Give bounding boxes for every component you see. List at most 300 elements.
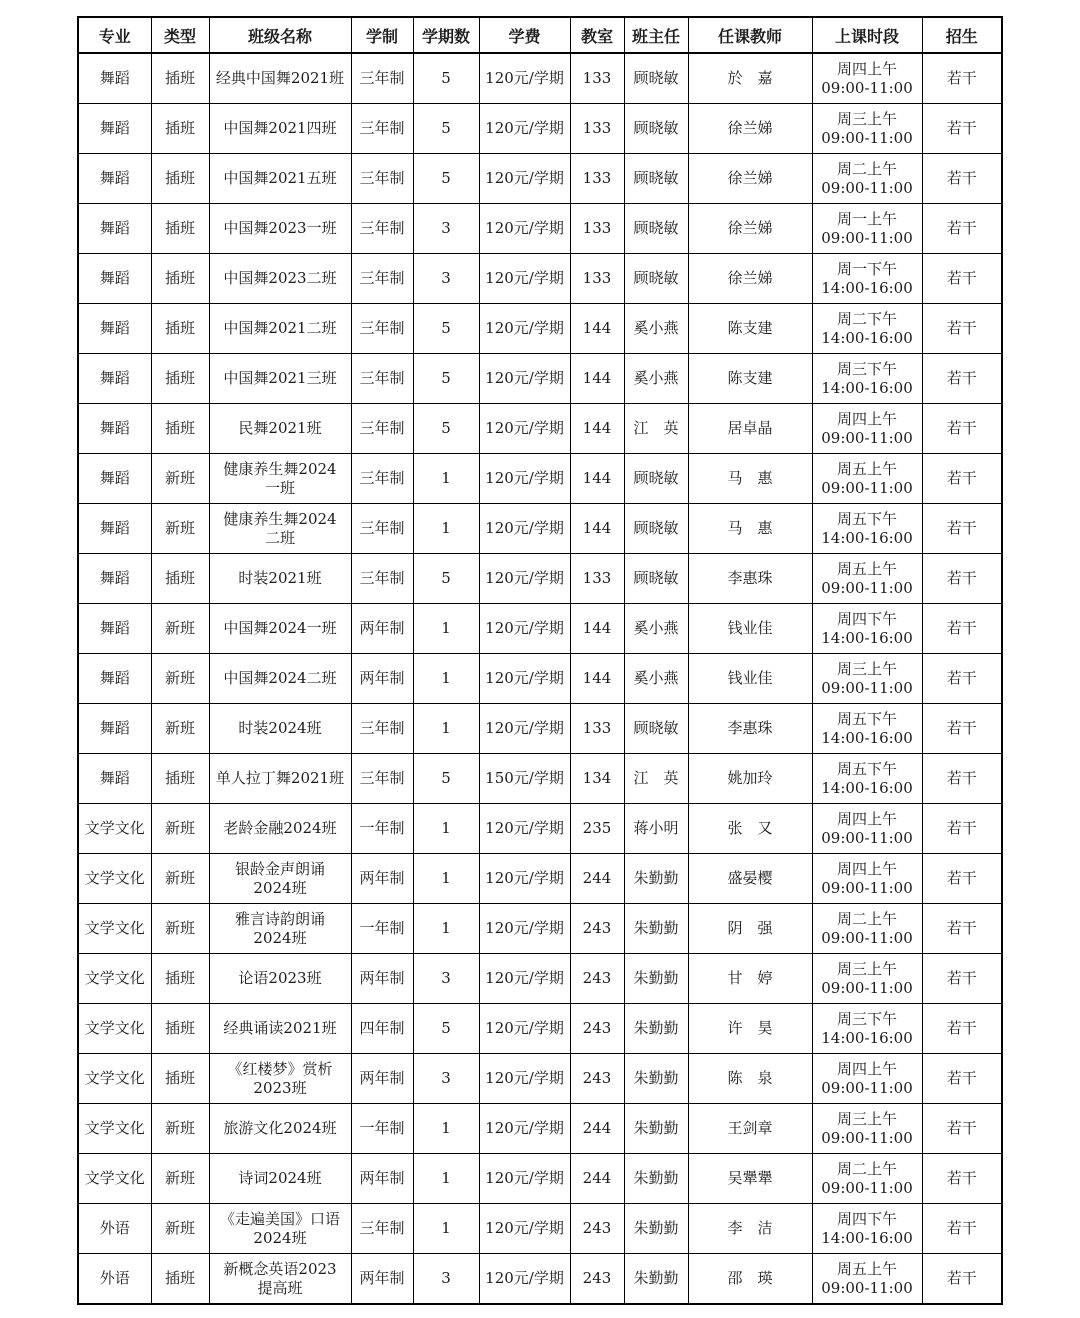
- head-teacher-cell: 顾晓敏: [624, 704, 688, 754]
- table-row: [78, 1204, 1002, 1254]
- instructor-cell: 许 昊: [688, 1004, 812, 1054]
- semesters-cell: 1: [413, 854, 479, 904]
- head-teacher-cell: 顾晓敏: [624, 254, 688, 304]
- type-cell: 插班: [151, 304, 209, 354]
- program-length-cell: 三年制: [351, 354, 413, 404]
- type-cell: 新班: [151, 1104, 209, 1154]
- major-cell: 舞蹈: [78, 404, 151, 454]
- program-length-cell: 三年制: [351, 1204, 413, 1254]
- table-row: [78, 1054, 1002, 1104]
- class-name-cell: 经典中国舞2021班: [209, 53, 351, 104]
- program-length-cell: 一年制: [351, 904, 413, 954]
- classroom-cell: 243: [570, 904, 624, 954]
- table-row: [78, 954, 1002, 1004]
- header-semesters: 学期数: [413, 17, 479, 53]
- major-cell: 文学文化: [78, 1054, 151, 1104]
- instructor-cell: 王剑章: [688, 1104, 812, 1154]
- instructor-cell: 徐兰娣: [688, 204, 812, 254]
- major-cell: 文学文化: [78, 1154, 151, 1204]
- class-name-cell: 单人拉丁舞2021班: [209, 754, 351, 804]
- major-cell: 文学文化: [78, 1004, 151, 1054]
- program-length-cell: 两年制: [351, 1254, 413, 1305]
- header-program-length: 学制: [351, 17, 413, 53]
- tuition-cell: 120元/学期: [479, 954, 570, 1004]
- instructor-cell: 钱业佳: [688, 604, 812, 654]
- enrollment-cell: 若干: [922, 1254, 1002, 1305]
- header-major: 专业: [78, 17, 151, 53]
- classroom-cell: 243: [570, 1004, 624, 1054]
- classroom-cell: 144: [570, 654, 624, 704]
- class-time-cell: 周一下午 14:00-16:00: [812, 254, 922, 304]
- class-name-cell: 健康养生舞2024 二班: [209, 504, 351, 554]
- major-cell: 舞蹈: [78, 504, 151, 554]
- class-time-cell: 周五上午 09:00-11:00: [812, 454, 922, 504]
- table-row: [78, 254, 1002, 304]
- classroom-cell: 133: [570, 704, 624, 754]
- class-name-cell: 《走遍美国》口语 2024班: [209, 1204, 351, 1254]
- program-length-cell: 一年制: [351, 804, 413, 854]
- tuition-cell: 120元/学期: [479, 1054, 570, 1104]
- instructor-cell: 徐兰娣: [688, 104, 812, 154]
- instructor-cell: 徐兰娣: [688, 254, 812, 304]
- table-row: [78, 504, 1002, 554]
- classroom-cell: 243: [570, 1204, 624, 1254]
- class-time-cell: 周五上午 09:00-11:00: [812, 1254, 922, 1305]
- table-row: [78, 704, 1002, 754]
- class-name-cell: 中国舞2021五班: [209, 154, 351, 204]
- classroom-cell: 133: [570, 254, 624, 304]
- program-length-cell: 两年制: [351, 1154, 413, 1204]
- tuition-cell: 120元/学期: [479, 854, 570, 904]
- type-cell: 插班: [151, 104, 209, 154]
- type-cell: 插班: [151, 354, 209, 404]
- head-teacher-cell: 奚小燕: [624, 304, 688, 354]
- program-length-cell: 三年制: [351, 754, 413, 804]
- type-cell: 插班: [151, 954, 209, 1004]
- enrollment-cell: 若干: [922, 1004, 1002, 1054]
- classroom-cell: 243: [570, 1254, 624, 1305]
- enrollment-cell: 若干: [922, 304, 1002, 354]
- program-length-cell: 三年制: [351, 704, 413, 754]
- classroom-cell: 133: [570, 154, 624, 204]
- semesters-cell: 5: [413, 154, 479, 204]
- program-length-cell: 一年制: [351, 1104, 413, 1154]
- enrollment-cell: 若干: [922, 454, 1002, 504]
- head-teacher-cell: 顾晓敏: [624, 154, 688, 204]
- classroom-cell: 144: [570, 404, 624, 454]
- semesters-cell: 1: [413, 804, 479, 854]
- instructor-cell: 钱业佳: [688, 654, 812, 704]
- instructor-cell: 李 洁: [688, 1204, 812, 1254]
- enrollment-cell: 若干: [922, 354, 1002, 404]
- class-time-cell: 周四下午 14:00-16:00: [812, 1204, 922, 1254]
- head-teacher-cell: 顾晓敏: [624, 104, 688, 154]
- class-time-cell: 周四上午 09:00-11:00: [812, 854, 922, 904]
- enrollment-cell: 若干: [922, 204, 1002, 254]
- program-length-cell: 三年制: [351, 254, 413, 304]
- major-cell: 舞蹈: [78, 53, 151, 104]
- table-row: [78, 554, 1002, 604]
- table-row: [78, 354, 1002, 404]
- class-name-cell: 中国舞2023二班: [209, 254, 351, 304]
- program-length-cell: 三年制: [351, 404, 413, 454]
- instructor-cell: 甘 婷: [688, 954, 812, 1004]
- program-length-cell: 两年制: [351, 854, 413, 904]
- major-cell: 舞蹈: [78, 654, 151, 704]
- class-time-cell: 周五下午 14:00-16:00: [812, 504, 922, 554]
- tuition-cell: 120元/学期: [479, 1104, 570, 1154]
- major-cell: 文学文化: [78, 904, 151, 954]
- instructor-cell: 於 嘉: [688, 53, 812, 104]
- class-time-cell: 周五上午 09:00-11:00: [812, 554, 922, 604]
- type-cell: 插班: [151, 53, 209, 104]
- class-name-cell: 中国舞2021三班: [209, 354, 351, 404]
- head-teacher-cell: 顾晓敏: [624, 504, 688, 554]
- enrollment-cell: 若干: [922, 154, 1002, 204]
- program-length-cell: 三年制: [351, 504, 413, 554]
- major-cell: 文学文化: [78, 804, 151, 854]
- class-time-cell: 周四上午 09:00-11:00: [812, 804, 922, 854]
- head-teacher-cell: 朱勤勤: [624, 1204, 688, 1254]
- type-cell: 新班: [151, 654, 209, 704]
- class-name-cell: 中国舞2021四班: [209, 104, 351, 154]
- class-name-cell: 民舞2021班: [209, 404, 351, 454]
- class-time-cell: 周三下午 14:00-16:00: [812, 1004, 922, 1054]
- enrollment-cell: 若干: [922, 804, 1002, 854]
- class-time-cell: 周四上午 09:00-11:00: [812, 404, 922, 454]
- semesters-cell: 5: [413, 1004, 479, 1054]
- semesters-cell: 3: [413, 204, 479, 254]
- class-time-cell: 周三下午 14:00-16:00: [812, 354, 922, 404]
- header-class-time: 上课时段: [812, 17, 922, 53]
- semesters-cell: 3: [413, 1254, 479, 1305]
- table-body: [78, 53, 1002, 1304]
- program-length-cell: 三年制: [351, 154, 413, 204]
- semesters-cell: 1: [413, 1104, 479, 1154]
- tuition-cell: 120元/学期: [479, 454, 570, 504]
- instructor-cell: 邵 瑛: [688, 1254, 812, 1305]
- head-teacher-cell: 朱勤勤: [624, 904, 688, 954]
- type-cell: 插班: [151, 554, 209, 604]
- enrollment-cell: 若干: [922, 53, 1002, 104]
- semesters-cell: 1: [413, 454, 479, 504]
- enrollment-cell: 若干: [922, 854, 1002, 904]
- tuition-cell: 120元/学期: [479, 354, 570, 404]
- instructor-cell: 李惠珠: [688, 554, 812, 604]
- program-length-cell: 两年制: [351, 1054, 413, 1104]
- class-name-cell: 中国舞2024二班: [209, 654, 351, 704]
- class-time-cell: 周五下午 14:00-16:00: [812, 704, 922, 754]
- head-teacher-cell: 顾晓敏: [624, 554, 688, 604]
- head-teacher-cell: 朱勤勤: [624, 1054, 688, 1104]
- tuition-cell: 120元/学期: [479, 404, 570, 454]
- tuition-cell: 120元/学期: [479, 1204, 570, 1254]
- head-teacher-cell: 奚小燕: [624, 354, 688, 404]
- class-schedule-table: [77, 16, 1003, 1305]
- class-time-cell: 周二上午 09:00-11:00: [812, 904, 922, 954]
- program-length-cell: 三年制: [351, 104, 413, 154]
- major-cell: 舞蹈: [78, 104, 151, 154]
- class-name-cell: 时装2024班: [209, 704, 351, 754]
- head-teacher-cell: 江 英: [624, 404, 688, 454]
- semesters-cell: 1: [413, 704, 479, 754]
- enrollment-cell: 若干: [922, 1154, 1002, 1204]
- header-tuition: 学费: [479, 17, 570, 53]
- type-cell: 插班: [151, 204, 209, 254]
- class-time-cell: 周三上午 09:00-11:00: [812, 954, 922, 1004]
- table-row: [78, 304, 1002, 354]
- semesters-cell: 5: [413, 304, 479, 354]
- classroom-cell: 244: [570, 1154, 624, 1204]
- table-row: [78, 904, 1002, 954]
- enrollment-cell: 若干: [922, 104, 1002, 154]
- tuition-cell: 120元/学期: [479, 1154, 570, 1204]
- instructor-cell: 张 又: [688, 804, 812, 854]
- head-teacher-cell: 江 英: [624, 754, 688, 804]
- classroom-cell: 144: [570, 504, 624, 554]
- type-cell: 新班: [151, 1204, 209, 1254]
- class-time-cell: 周三上午 09:00-11:00: [812, 1104, 922, 1154]
- class-name-cell: 健康养生舞2024 一班: [209, 454, 351, 504]
- enrollment-cell: 若干: [922, 604, 1002, 654]
- tuition-cell: 120元/学期: [479, 154, 570, 204]
- table-row: [78, 854, 1002, 904]
- instructor-cell: 阴 强: [688, 904, 812, 954]
- table-row: [78, 654, 1002, 704]
- enrollment-cell: 若干: [922, 904, 1002, 954]
- classroom-cell: 243: [570, 1054, 624, 1104]
- table-row: [78, 404, 1002, 454]
- classroom-cell: 144: [570, 304, 624, 354]
- instructor-cell: 陈支建: [688, 354, 812, 404]
- instructor-cell: 姚加玲: [688, 754, 812, 804]
- table-row: [78, 204, 1002, 254]
- head-teacher-cell: 朱勤勤: [624, 954, 688, 1004]
- program-length-cell: 两年制: [351, 954, 413, 1004]
- head-teacher-cell: 朱勤勤: [624, 1104, 688, 1154]
- major-cell: 文学文化: [78, 854, 151, 904]
- enrollment-cell: 若干: [922, 1104, 1002, 1154]
- head-teacher-cell: 朱勤勤: [624, 1154, 688, 1204]
- head-teacher-cell: 朱勤勤: [624, 1254, 688, 1305]
- major-cell: 文学文化: [78, 954, 151, 1004]
- class-time-cell: 周四下午 14:00-16:00: [812, 604, 922, 654]
- head-teacher-cell: 奚小燕: [624, 604, 688, 654]
- semesters-cell: 5: [413, 754, 479, 804]
- type-cell: 插班: [151, 754, 209, 804]
- tuition-cell: 120元/学期: [479, 654, 570, 704]
- major-cell: 舞蹈: [78, 254, 151, 304]
- semesters-cell: 1: [413, 654, 479, 704]
- enrollment-cell: 若干: [922, 654, 1002, 704]
- type-cell: 新班: [151, 854, 209, 904]
- class-time-cell: 周三上午 09:00-11:00: [812, 654, 922, 704]
- class-name-cell: 中国舞2023一班: [209, 204, 351, 254]
- class-name-cell: 新概念英语2023 提高班: [209, 1254, 351, 1305]
- classroom-cell: 134: [570, 754, 624, 804]
- enrollment-cell: 若干: [922, 554, 1002, 604]
- table-row: [78, 604, 1002, 654]
- header-row: [78, 17, 1002, 53]
- semesters-cell: 3: [413, 954, 479, 1004]
- major-cell: 舞蹈: [78, 704, 151, 754]
- class-time-cell: 周二下午 14:00-16:00: [812, 304, 922, 354]
- program-length-cell: 三年制: [351, 204, 413, 254]
- classroom-cell: 133: [570, 204, 624, 254]
- type-cell: 插班: [151, 1004, 209, 1054]
- major-cell: 外语: [78, 1204, 151, 1254]
- class-name-cell: 银龄金声朗诵 2024班: [209, 854, 351, 904]
- type-cell: 插班: [151, 254, 209, 304]
- program-length-cell: 两年制: [351, 604, 413, 654]
- program-length-cell: 三年制: [351, 53, 413, 104]
- header-type: 类型: [151, 17, 209, 53]
- major-cell: 舞蹈: [78, 604, 151, 654]
- tuition-cell: 120元/学期: [479, 1004, 570, 1054]
- classroom-cell: 133: [570, 53, 624, 104]
- semesters-cell: 5: [413, 554, 479, 604]
- semesters-cell: 5: [413, 354, 479, 404]
- type-cell: 新班: [151, 504, 209, 554]
- tuition-cell: 120元/学期: [479, 504, 570, 554]
- classroom-cell: 144: [570, 454, 624, 504]
- enrollment-cell: 若干: [922, 954, 1002, 1004]
- enrollment-cell: 若干: [922, 754, 1002, 804]
- tuition-cell: 120元/学期: [479, 204, 570, 254]
- class-time-cell: 周五下午 14:00-16:00: [812, 754, 922, 804]
- class-name-cell: 旅游文化2024班: [209, 1104, 351, 1154]
- head-teacher-cell: 顾晓敏: [624, 53, 688, 104]
- tuition-cell: 120元/学期: [479, 554, 570, 604]
- classroom-cell: 133: [570, 104, 624, 154]
- table-row: [78, 1104, 1002, 1154]
- classroom-cell: 144: [570, 604, 624, 654]
- class-time-cell: 周四上午 09:00-11:00: [812, 1054, 922, 1104]
- table-row: [78, 754, 1002, 804]
- header-class-name: 班级名称: [209, 17, 351, 53]
- major-cell: 外语: [78, 1254, 151, 1305]
- tuition-cell: 120元/学期: [479, 704, 570, 754]
- table-row: [78, 454, 1002, 504]
- enrollment-cell: 若干: [922, 254, 1002, 304]
- enrollment-cell: 若干: [922, 1054, 1002, 1104]
- table-row: [78, 53, 1002, 104]
- tuition-cell: 120元/学期: [479, 604, 570, 654]
- type-cell: 新班: [151, 1154, 209, 1204]
- enrollment-cell: 若干: [922, 704, 1002, 754]
- semesters-cell: 1: [413, 604, 479, 654]
- head-teacher-cell: 朱勤勤: [624, 1004, 688, 1054]
- program-length-cell: 四年制: [351, 1004, 413, 1054]
- major-cell: 舞蹈: [78, 154, 151, 204]
- header-head-teacher: 班主任: [624, 17, 688, 53]
- class-name-cell: 经典诵读2021班: [209, 1004, 351, 1054]
- class-name-cell: 中国舞2024一班: [209, 604, 351, 654]
- classroom-cell: 243: [570, 954, 624, 1004]
- classroom-cell: 133: [570, 554, 624, 604]
- class-name-cell: 老龄金融2024班: [209, 804, 351, 854]
- classroom-cell: 235: [570, 804, 624, 854]
- table-row: [78, 1154, 1002, 1204]
- header-instructor: 任课教师: [688, 17, 812, 53]
- head-teacher-cell: 顾晓敏: [624, 204, 688, 254]
- head-teacher-cell: 顾晓敏: [624, 454, 688, 504]
- class-time-cell: 周二上午 09:00-11:00: [812, 154, 922, 204]
- classroom-cell: 144: [570, 354, 624, 404]
- instructor-cell: 徐兰娣: [688, 154, 812, 204]
- tuition-cell: 120元/学期: [479, 1254, 570, 1305]
- class-time-cell: 周四上午 09:00-11:00: [812, 53, 922, 104]
- major-cell: 舞蹈: [78, 304, 151, 354]
- class-name-cell: 中国舞2021二班: [209, 304, 351, 354]
- tuition-cell: 120元/学期: [479, 104, 570, 154]
- class-name-cell: 《红楼梦》赏析 2023班: [209, 1054, 351, 1104]
- classroom-cell: 244: [570, 854, 624, 904]
- head-teacher-cell: 朱勤勤: [624, 854, 688, 904]
- program-length-cell: 三年制: [351, 454, 413, 504]
- semesters-cell: 1: [413, 1154, 479, 1204]
- header-classroom: 教室: [570, 17, 624, 53]
- semesters-cell: 1: [413, 904, 479, 954]
- class-time-cell: 周三上午 09:00-11:00: [812, 104, 922, 154]
- type-cell: 插班: [151, 154, 209, 204]
- program-length-cell: 两年制: [351, 654, 413, 704]
- type-cell: 新班: [151, 454, 209, 504]
- class-name-cell: 论语2023班: [209, 954, 351, 1004]
- enrollment-cell: 若干: [922, 1204, 1002, 1254]
- semesters-cell: 3: [413, 254, 479, 304]
- class-time-cell: 周一上午 09:00-11:00: [812, 204, 922, 254]
- type-cell: 新班: [151, 604, 209, 654]
- classroom-cell: 244: [570, 1104, 624, 1154]
- program-length-cell: 三年制: [351, 304, 413, 354]
- tuition-cell: 120元/学期: [479, 53, 570, 104]
- semesters-cell: 1: [413, 504, 479, 554]
- tuition-cell: 120元/学期: [479, 254, 570, 304]
- type-cell: 插班: [151, 1254, 209, 1305]
- head-teacher-cell: 奚小燕: [624, 654, 688, 704]
- tuition-cell: 120元/学期: [479, 904, 570, 954]
- major-cell: 舞蹈: [78, 454, 151, 504]
- header-enrollment: 招生: [922, 17, 1002, 53]
- major-cell: 舞蹈: [78, 554, 151, 604]
- table-row: [78, 154, 1002, 204]
- type-cell: 插班: [151, 404, 209, 454]
- instructor-cell: 陈支建: [688, 304, 812, 354]
- instructor-cell: 陈 泉: [688, 1054, 812, 1104]
- major-cell: 舞蹈: [78, 354, 151, 404]
- class-name-cell: 时装2021班: [209, 554, 351, 604]
- instructor-cell: 李惠珠: [688, 704, 812, 754]
- instructor-cell: 马 惠: [688, 454, 812, 504]
- semesters-cell: 5: [413, 104, 479, 154]
- instructor-cell: 吴犟犟: [688, 1154, 812, 1204]
- instructor-cell: 居卓晶: [688, 404, 812, 454]
- instructor-cell: 盛晏樱: [688, 854, 812, 904]
- type-cell: 插班: [151, 1054, 209, 1104]
- tuition-cell: 120元/学期: [479, 804, 570, 854]
- table-row: [78, 1004, 1002, 1054]
- type-cell: 新班: [151, 704, 209, 754]
- semesters-cell: 5: [413, 404, 479, 454]
- enrollment-cell: 若干: [922, 404, 1002, 454]
- enrollment-cell: 若干: [922, 504, 1002, 554]
- instructor-cell: 马 惠: [688, 504, 812, 554]
- semesters-cell: 3: [413, 1054, 479, 1104]
- head-teacher-cell: 蒋小明: [624, 804, 688, 854]
- tuition-cell: 120元/学期: [479, 304, 570, 354]
- table-row: [78, 1254, 1002, 1305]
